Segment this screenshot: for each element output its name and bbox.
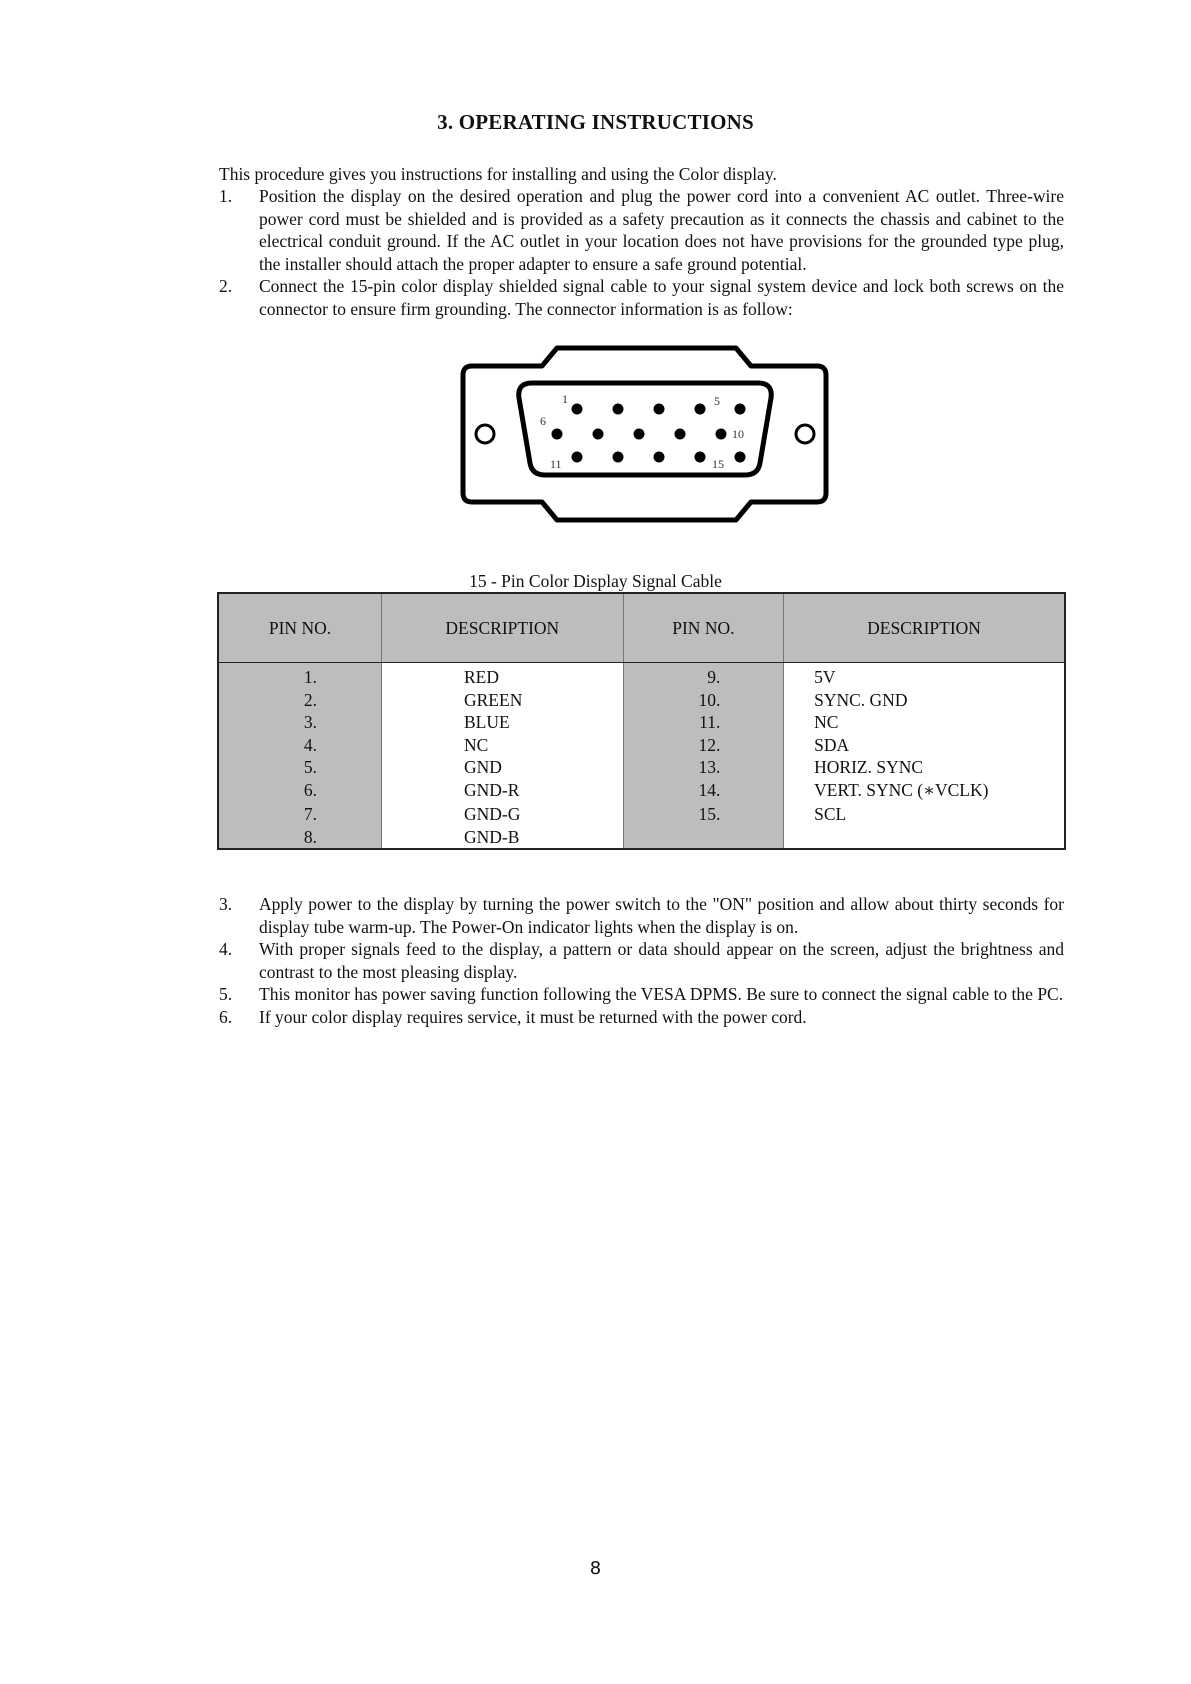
pin-number: 15. xyxy=(698,804,721,824)
list-item xyxy=(219,185,1064,275)
step-text: This monitor has power saving function following the VESA DPMS. Be sure to connect the signal cable to the PC. xyxy=(259,984,1064,1004)
pin-description: GND xyxy=(464,757,502,777)
list-item xyxy=(219,938,1064,983)
pin-number: 1. xyxy=(303,667,317,687)
step-number: 1. xyxy=(219,186,233,206)
list-item xyxy=(219,983,1064,1006)
step-text: Apply power to the display by turning the power switch to the "ON" position and allow about thirty seconds for display tube warm-up. The Power-On indicator lights when the display is on. xyxy=(259,894,1064,937)
column-header: PIN NO. xyxy=(623,593,784,663)
page-number: 8 xyxy=(589,1558,602,1579)
pin-14 xyxy=(695,452,706,463)
table-row xyxy=(218,663,1065,850)
pin-number: 13. xyxy=(698,757,721,777)
pin-number: 5. xyxy=(303,757,317,777)
pin-description: HORIZ. SYNC xyxy=(814,757,924,777)
step-number: 2. xyxy=(219,276,233,296)
screw-hole-right xyxy=(796,425,814,443)
step-text: With proper signals feed to the display, a pattern or data should appear on the screen, adjust the brightness and contrast to the most pleasing display. xyxy=(259,939,1064,982)
steps-list-before-table xyxy=(219,185,1064,320)
screw-hole-left xyxy=(476,425,494,443)
table-caption: 15 - Pin Color Display Signal Cable xyxy=(469,571,722,591)
step-number: 5. xyxy=(219,984,233,1004)
list-item xyxy=(219,1006,1064,1029)
pin-number: 6. xyxy=(303,779,317,800)
pin-number: 8. xyxy=(303,826,317,847)
pin-description: SCL xyxy=(814,804,847,824)
pin-description: RED xyxy=(464,667,499,687)
pin-number: 10. xyxy=(698,689,721,710)
pin-description: SDA xyxy=(814,734,850,755)
step-number: 6. xyxy=(219,1006,233,1027)
pin-number: 4. xyxy=(303,734,317,755)
pin-number: 12. xyxy=(698,734,721,755)
pin-9 xyxy=(675,429,686,440)
pin-description: GND-G xyxy=(464,804,521,824)
pin-description: GND-B xyxy=(464,826,520,847)
pin-label-10: 10 xyxy=(732,427,744,441)
steps-list-after-table xyxy=(219,893,1064,1028)
left-pin-column xyxy=(218,663,382,850)
pin-2 xyxy=(613,404,624,415)
pin-assignment-table xyxy=(217,592,1066,850)
pin-5 xyxy=(735,404,746,415)
pin-label-6: 6 xyxy=(540,414,546,428)
pin-description: SYNC. GND xyxy=(814,689,908,710)
pin-13 xyxy=(654,452,665,463)
pin-number: 14. xyxy=(698,779,721,800)
pin-description: 5V xyxy=(814,667,836,687)
list-item xyxy=(219,275,1064,320)
pin-label-1: 1 xyxy=(562,392,568,406)
column-header: PIN NO. xyxy=(218,593,382,663)
left-description-column xyxy=(382,663,624,850)
pin-6 xyxy=(552,429,563,440)
pin-description: NC xyxy=(464,734,489,755)
pin-number: 9. xyxy=(707,667,721,687)
pin-7 xyxy=(593,429,604,440)
pin-1 xyxy=(572,404,583,415)
page-title: 3. OPERATING INSTRUCTIONS xyxy=(437,110,754,134)
pin-description: GND-R xyxy=(464,779,520,800)
right-description-column xyxy=(784,663,1065,850)
vga-connector-diagram xyxy=(460,343,830,525)
list-item xyxy=(219,893,1064,938)
step-text: Connect the 15-pin color display shielded signal cable to your signal system device and lock both screws on the connector to ensure firm grounding. The connector information is as follow: xyxy=(259,276,1064,319)
pin-number: 3. xyxy=(303,712,317,732)
pin-15 xyxy=(735,452,746,463)
pin-label-5: 5 xyxy=(714,394,720,408)
step-number: 3. xyxy=(219,894,233,914)
pin-10 xyxy=(716,429,727,440)
pin-number: 11. xyxy=(699,712,721,732)
right-pin-column xyxy=(623,663,784,850)
pin-number: 7. xyxy=(303,804,317,824)
pin-label-15: 15 xyxy=(712,457,724,471)
table-header-row xyxy=(218,593,1065,663)
pin-3 xyxy=(654,404,665,415)
column-header: DESCRIPTION xyxy=(382,593,624,663)
column-header: DESCRIPTION xyxy=(784,593,1065,663)
step-number: 4. xyxy=(219,939,233,959)
intro-paragraph: This procedure gives you instructions for installing and using the Color display. xyxy=(219,164,777,184)
pin-description: NC xyxy=(814,712,839,732)
pin-4 xyxy=(695,404,706,415)
pin-description: VERT. SYNC (∗VCLK) xyxy=(814,779,989,800)
pin-label-11: 11 xyxy=(550,457,562,471)
pin-12 xyxy=(613,452,624,463)
pin-11 xyxy=(572,452,583,463)
step-text: Position the display on the desired operation and plug the power cord into a convenient AC outlet. Three-wire power cord must be shielded and is provided as a safety precaution as it connects the chassis and cabinet to the electrical conduit ground. If the AC outlet in your location does not have provisions for the grounded type plug, the installer should attach the proper adapter to ensure a safe ground potential. xyxy=(259,186,1064,274)
pin-8 xyxy=(634,429,645,440)
pin-description: GREEN xyxy=(464,689,523,710)
step-text: If your color display requires service, it must be returned with the power cord. xyxy=(259,1006,807,1027)
pin-description: BLUE xyxy=(464,712,510,732)
pin-number: 2. xyxy=(303,689,317,710)
